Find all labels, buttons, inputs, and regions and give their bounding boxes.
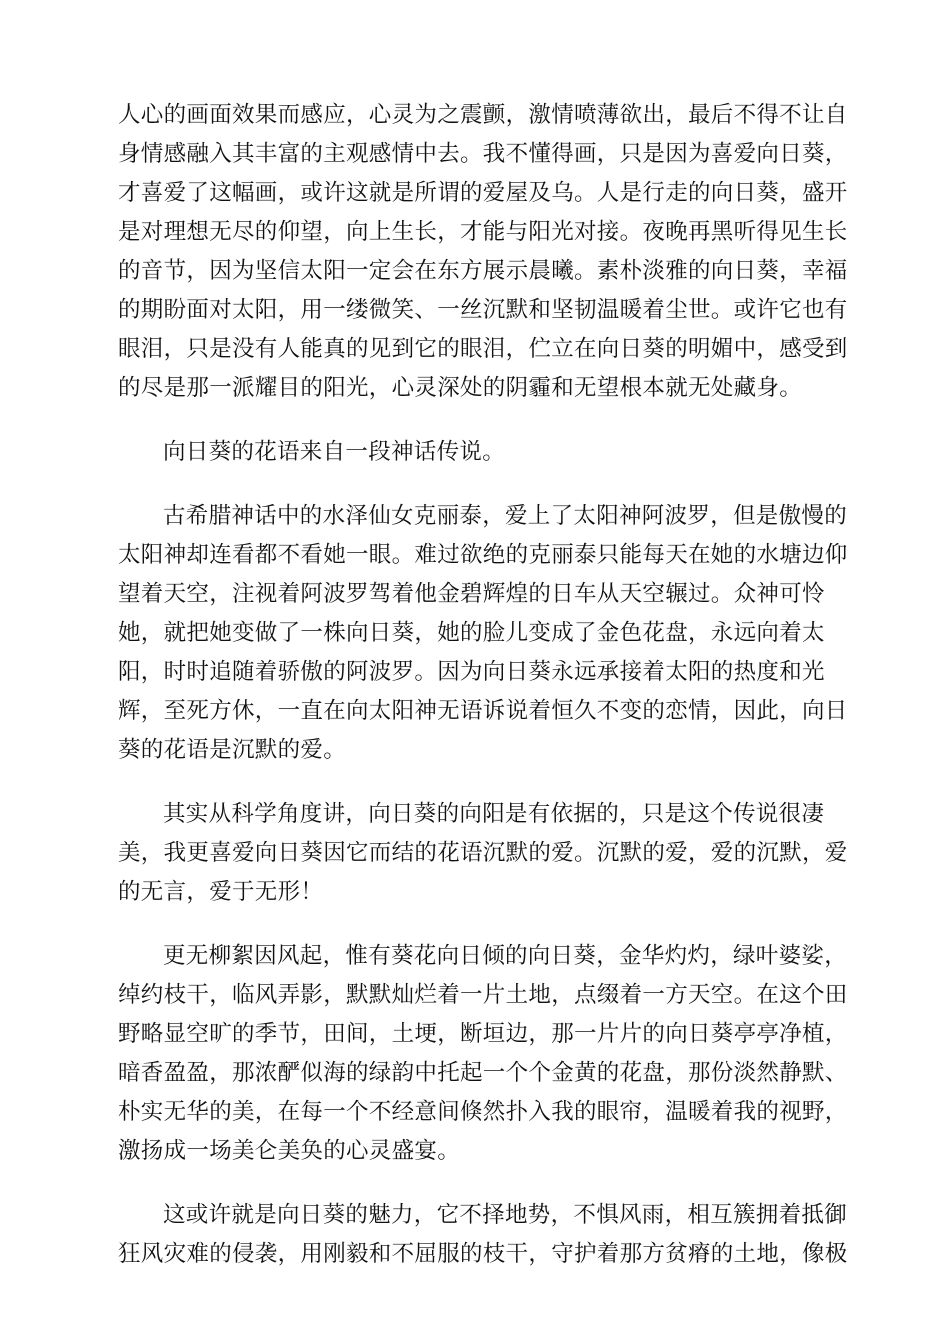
text-line: 暗香盈盈，那浓酽似海的绿韵中托起一个个金黄的花盘，那份淡然静默、 xyxy=(118,1060,848,1086)
text-line: 野略显空旷的季节，田间，土埂，断垣边，那一片片的向日葵亭亭净植， xyxy=(118,1021,848,1047)
text-line: 辉，至死方休，一直在向太阳神无语诉说着恒久不变的恋情，因此，向日 xyxy=(118,698,848,724)
text-line: 古希腊神话中的水泽仙女克丽泰，爱上了太阳神阿波罗，但是傲慢的 xyxy=(163,503,848,529)
text-line: 狂风灾难的侵袭，用刚毅和不屈服的枝干，守护着那方贫瘠的土地，像极 xyxy=(118,1241,848,1267)
paragraph-6 xyxy=(118,1196,848,1274)
text-line: 的期盼面对太阳，用一缕微笑、一丝沉默和坚韧温暖着尘世。或许它也有 xyxy=(118,297,848,323)
paragraph-1 xyxy=(118,96,848,408)
text-line: 这或许就是向日葵的魅力，它不择地势，不惧风雨，相互簇拥着抵御 xyxy=(163,1202,848,1228)
paragraph-3 xyxy=(118,497,848,770)
text-line: 向日葵的花语来自一段神话传说。 xyxy=(163,439,506,465)
text-line: 她，就把她变做了一株向日葵，她的脸儿变成了金色花盘，永远向着太 xyxy=(118,620,825,646)
text-line: 的无言，爱于无形！ xyxy=(118,879,324,905)
text-line: 的尽是那一派耀目的阳光，心灵深处的阴霾和无望根本就无处藏身。 xyxy=(118,375,803,401)
text-line: 葵的花语是沉默的爱。 xyxy=(118,737,347,763)
text-line: 其实从科学角度讲，向日葵的向阳是有依据的，只是这个传说很凄 xyxy=(163,801,825,827)
text-line: 朴实无华的美，在每一个不经意间倏然扑入我的眼帘，温暖着我的视野， xyxy=(118,1099,848,1125)
text-line: 阳，时时追随着骄傲的阿波罗。因为向日葵永远承接着太阳的热度和光 xyxy=(118,659,825,685)
text-line: 绰约枝干，临风弄影，默默灿烂着一片土地，点缀着一方天空。在这个田 xyxy=(118,982,848,1008)
text-line: 激扬成一场美仑美奂的心灵盛宴。 xyxy=(118,1138,461,1164)
text-line: 更无柳絮因风起，惟有葵花向日倾的向日葵，金华灼灼，绿叶婆娑， xyxy=(163,943,848,969)
text-line: 眼泪，只是没有人能真的见到它的眼泪，伫立在向日葵的明媚中，感受到 xyxy=(118,336,848,362)
text-line: 人心的画面效果而感应，心灵为之震颤，激情喷薄欲出，最后不得不让自 xyxy=(118,102,848,128)
paragraph-4 xyxy=(118,795,848,912)
text-line: 才喜爱了这幅画，或许这就是所谓的爱屋及乌。人是行走的向日葵，盛开 xyxy=(118,180,848,206)
text-line: 太阳神却连看都不看她一眼。难过欲绝的克丽泰只能每天在她的水塘边仰 xyxy=(118,542,848,568)
document-body xyxy=(118,96,848,1299)
text-line: 是对理想无尽的仰望，向上生长，才能与阳光对接。夜晚再黑听得见生长 xyxy=(118,219,848,245)
text-line: 身情感融入其丰富的主观感情中去。我不懂得画，只是因为喜爱向日葵， xyxy=(118,141,848,167)
paragraph-2 xyxy=(118,433,834,472)
paragraph-5 xyxy=(118,937,848,1171)
text-line: 望着天空，注视着阿波罗驾着他金碧辉煌的日车从天空辗过。众神可怜 xyxy=(118,581,825,607)
text-line: 的音节，因为坚信太阳一定会在东方展示晨曦。素朴淡雅的向日葵，幸福 xyxy=(118,258,848,284)
text-line: 美，我更喜爱向日葵因它而结的花语沉默的爱。沉默的爱，爱的沉默，爱 xyxy=(118,840,848,866)
